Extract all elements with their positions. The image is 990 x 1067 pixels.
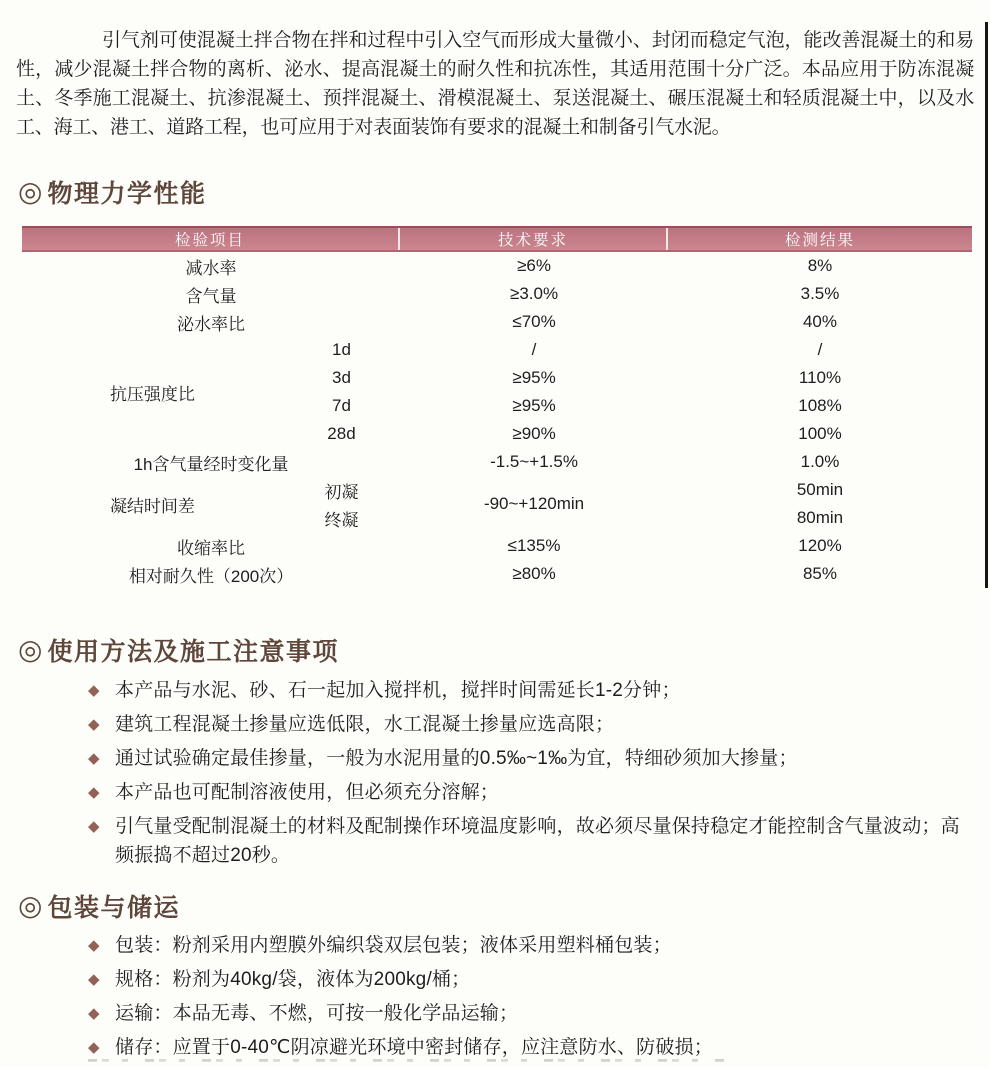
table-header-cell: 检测结果	[784, 232, 855, 249]
group-sub-labels	[283, 476, 400, 532]
item-group-cell	[22, 336, 400, 448]
usage-bullet-list	[88, 676, 974, 875]
sub-requirement: ≥90%	[512, 424, 556, 443]
list-item	[88, 710, 974, 739]
result-cell	[668, 336, 972, 448]
table-row	[22, 532, 972, 560]
requirement-cell: ≤70%	[512, 312, 556, 331]
list-item	[88, 931, 974, 960]
bullet-diamond-icon: ◆	[88, 750, 100, 767]
group-sub-labels	[283, 336, 400, 448]
table-row	[22, 476, 972, 532]
sub-result: 100%	[798, 424, 842, 443]
bullet-diamond-icon: ◆	[88, 937, 100, 954]
requirement-cell: ≥3.0%	[510, 284, 559, 303]
section-title: 使用方法及施工注意事项	[47, 638, 339, 666]
table-row	[22, 560, 972, 588]
list-item	[88, 812, 974, 870]
bullet-text: 运输：本品无毒、不燃，可按一般化学品运输；	[115, 1003, 519, 1024]
sub-result: 50min	[796, 480, 844, 499]
table-row	[22, 448, 972, 476]
bullet-text: 规格：粉剂为40kg/袋，液体为200kg/桶；	[115, 969, 471, 990]
section-title: 包装与储运	[47, 894, 180, 922]
result-cell: 3.5%	[800, 284, 840, 303]
bullet-diamond-icon: ◆	[88, 1005, 100, 1022]
sub-label: 7d	[332, 396, 351, 415]
item-cell: 减水率	[185, 258, 237, 278]
scan-edge-line	[985, 22, 988, 588]
sub-requirement: ≥95%	[512, 396, 556, 415]
section-title: 物理力学性能	[47, 180, 207, 208]
item-cell: 收缩率比	[177, 538, 246, 558]
bullet-text: 建筑工程混凝土掺量应选低限，水工混凝土掺量应选高限；	[115, 714, 615, 735]
sub-result: 80min	[796, 508, 844, 527]
item-cell: 1h含气量经时变化量	[133, 454, 289, 474]
sub-result: 110%	[798, 368, 842, 387]
list-item	[88, 778, 974, 807]
bullet-diamond-icon: ◆	[88, 818, 100, 835]
requirement-cell: ≥6%	[517, 256, 551, 275]
list-item	[88, 744, 974, 773]
section-marker-icon: ◎	[18, 176, 43, 207]
table-row	[22, 252, 972, 280]
bullet-diamond-icon: ◆	[88, 1039, 100, 1056]
bullet-text: 通过试验确定最佳掺量，一般为水泥用量的0.5‰~1‰为宜，特细砂须加大掺量；	[115, 748, 798, 769]
section-marker-icon: ◎	[18, 634, 43, 665]
section-heading-physical	[18, 174, 206, 210]
group-label: 凝结时间差	[109, 496, 195, 516]
sub-label: 终凝	[324, 510, 359, 530]
requirement-cell: ≤135%	[507, 536, 561, 555]
bullet-text: 引气量受配制混凝土的材料及配制操作环境温度影响，故必须尽量保持稳定才能控制含气量波动；高频振捣不超过20秒。	[115, 816, 960, 866]
sub-requirement: ≥95%	[512, 368, 556, 387]
bullet-text: 本产品也可配制溶液使用，但必须充分溶解；	[115, 782, 500, 803]
result-cell: 8%	[807, 256, 833, 275]
bullet-text: 本产品与水泥、砂、石一起加入搅拌机，搅拌时间需延长1-2分钟；	[115, 680, 681, 701]
result-cell: 40%	[802, 312, 837, 331]
list-item	[88, 1033, 974, 1062]
performance-table	[22, 226, 972, 588]
result-cell: 1.0%	[800, 452, 840, 471]
table-body	[22, 252, 972, 588]
item-cell: 泌水率比	[177, 314, 246, 334]
requirement-cell: ≥80%	[512, 564, 556, 583]
list-item	[88, 999, 974, 1028]
sub-label: 28d	[327, 424, 356, 443]
section-heading-usage	[18, 632, 339, 668]
sub-result: /	[817, 340, 823, 359]
requirement-cell	[400, 336, 668, 448]
bullet-text: 储存：应置于0-40℃阴凉避光环境中密封储存，应注意防水、防破损；	[115, 1037, 713, 1058]
table-header-row	[22, 226, 972, 252]
requirement-cell: -1.5~+1.5%	[490, 452, 578, 471]
result-cell: 120%	[798, 536, 842, 555]
table-row	[22, 336, 972, 448]
sub-result: 108%	[798, 396, 842, 415]
section-marker-icon: ◎	[18, 890, 43, 921]
result-cell	[668, 476, 972, 532]
table-row	[22, 280, 972, 308]
table-header-cell: 检验项目	[22, 228, 400, 250]
list-item	[88, 965, 974, 994]
section-heading-packing	[18, 888, 180, 924]
packing-bullet-list	[88, 931, 974, 1067]
sub-label: 3d	[332, 368, 351, 387]
bullet-diamond-icon: ◆	[88, 784, 100, 801]
sub-label: 1d	[332, 340, 351, 359]
sub-label: 初凝	[324, 482, 359, 502]
bullet-diamond-icon: ◆	[88, 716, 100, 733]
requirement-cell: -90~+120min	[483, 494, 585, 513]
list-item	[88, 676, 974, 705]
result-cell: 85%	[802, 564, 837, 583]
item-cell: 含气量	[185, 286, 237, 306]
bullet-text: 包装：粉剂采用内塑膜外编织袋双层包装；液体采用塑料桶包装；	[115, 935, 672, 956]
bullet-diamond-icon: ◆	[88, 971, 100, 988]
table-header-cell: 技术要求	[400, 228, 668, 250]
bullet-diamond-icon: ◆	[88, 682, 100, 699]
intro-paragraph: 引气剂可使混凝土拌合物在拌和过程中引入空气而形成大量微小、封闭而稳定气泡，能改善混凝土的和易性，减少混凝土拌合物的离析、泌水、提高混凝土的耐久性和抗冻性，其适用范围十分广泛。本品应用于防冻混凝土、冬季施工混凝土、抗渗混凝土、预拌混凝土、滑模混凝土、泵送混凝土、碾压混凝土和轻质混凝土中，以及水工、海工、港工、道路工程，也可应用于对表面装饰有要求的混凝土和制备引气水泥。	[16, 30, 974, 138]
group-label: 抗压强度比	[109, 384, 195, 404]
table-row	[22, 308, 972, 336]
item-cell: 相对耐久性（200次）	[128, 566, 294, 586]
sub-requirement: /	[531, 340, 537, 359]
item-group-cell	[22, 476, 400, 532]
